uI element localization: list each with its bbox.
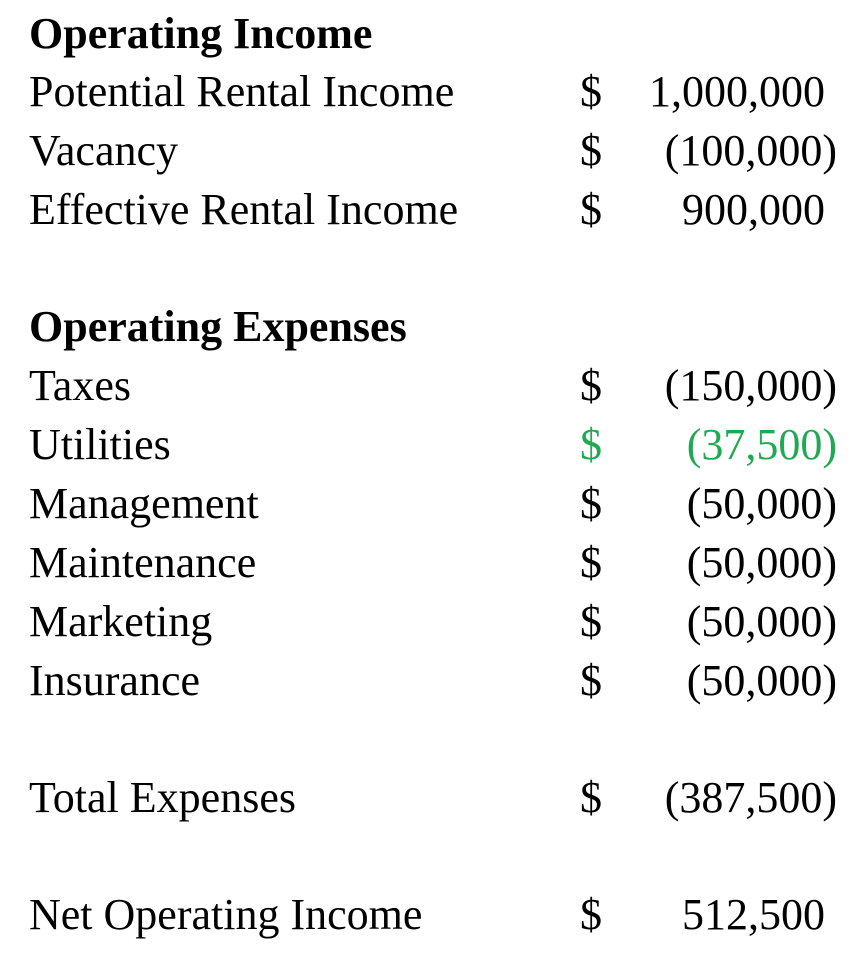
line-item-vacancy <box>0 123 865 179</box>
currency-symbol: $ <box>580 67 602 116</box>
line-item-label: Maintenance <box>29 538 257 587</box>
currency-symbol: $ <box>580 538 602 587</box>
currency-symbol: $ <box>580 361 602 410</box>
total-expenses-row <box>0 770 865 826</box>
line-item-amount: (50,000) <box>686 597 837 646</box>
line-item-management <box>0 476 865 532</box>
line-item-maintenance <box>0 535 865 591</box>
currency-symbol: $ <box>580 597 602 646</box>
operating-expenses-heading-row <box>0 299 865 355</box>
line-item-label: Management <box>29 479 259 528</box>
total-expenses-label: Total Expenses <box>29 773 296 822</box>
line-item-label: Marketing <box>29 597 213 646</box>
line-item-amount: (150,000) <box>664 361 837 410</box>
currency-symbol: $ <box>580 890 602 939</box>
line-item-label: Potential Rental Income <box>29 67 455 116</box>
line-item-effective-rental-income <box>0 182 865 238</box>
currency-symbol: $ <box>580 126 602 175</box>
net-operating-income-label: Net Operating Income <box>29 890 423 939</box>
operating-income-heading-row <box>0 6 865 62</box>
line-item-marketing <box>0 594 865 650</box>
line-item-amount: 1,000,000 <box>649 67 825 116</box>
line-item-amount: (100,000) <box>664 126 837 175</box>
line-item-label: Utilities <box>29 420 171 469</box>
line-item-label: Insurance <box>29 656 201 705</box>
currency-symbol: $ <box>580 656 602 705</box>
currency-symbol: $ <box>580 479 602 528</box>
line-item-amount: 900,000 <box>682 185 825 234</box>
line-item-insurance <box>0 653 865 709</box>
line-item-amount: (50,000) <box>686 479 837 528</box>
line-item-label: Effective Rental Income <box>29 185 459 234</box>
net-operating-income-row <box>0 887 865 943</box>
currency-symbol: $ <box>580 185 602 234</box>
line-item-taxes <box>0 358 865 414</box>
currency-symbol-highlighted: $ <box>580 420 602 469</box>
net-operating-income-amount: 512,500 <box>682 890 825 939</box>
line-item-label: Taxes <box>29 361 131 410</box>
line-item-utilities <box>0 417 865 473</box>
line-item-amount: (50,000) <box>686 656 837 705</box>
total-expenses-amount: (387,500) <box>664 773 837 822</box>
currency-symbol: $ <box>580 773 602 822</box>
line-item-amount: (50,000) <box>686 538 837 587</box>
line-item-amount-highlighted: (37,500) <box>686 420 837 469</box>
operating-income-heading: Operating Income <box>29 9 373 58</box>
operating-expenses-heading: Operating Expenses <box>29 302 407 351</box>
line-item-label: Vacancy <box>29 126 179 175</box>
line-item-potential-rental-income <box>0 64 865 120</box>
